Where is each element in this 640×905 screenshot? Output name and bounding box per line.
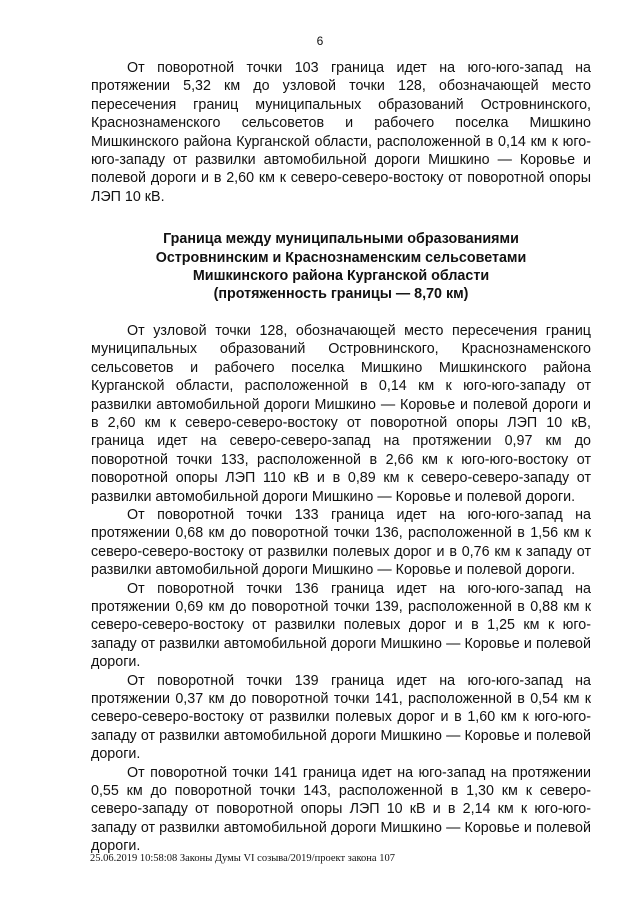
document-body — [91, 59, 591, 856]
document-footer: 25.06.2019 10:58:08 Законы Думы VI созыва/2019/проект закона 107 — [90, 853, 395, 864]
heading-line: Островнинским и Краснознаменским сельсоветами — [155, 249, 527, 266]
paragraph: От поворотной точки 136 граница идет на юго-юго-запад на протяжении 0,69 км до поворотной точки 139, расположенной в 0,88 км к северо-северо-востоку от развилки полевых дорог и в 1,25 км к юго-западу от развилки автомобильной дороги Мишкино — Коровье и полевой дороги. — [91, 580, 591, 671]
paragraph: От поворотной точки 141 граница идет на юго-запад на протяжении 0,55 км до поворотной точки 143, расположенной в 1,30 км к северо-северо-западу от поворотной опоры ЛЭП 10 кВ и в 2,14 км к юго-юго-западу от развилки автомобильной дороги Мишкино — Коровье и полевой дороги. — [91, 764, 591, 855]
heading-line: Мишкинского района Курганской области — [192, 268, 490, 285]
page-number: 6 — [316, 34, 324, 48]
paragraph: От поворотной точки 103 граница идет на юго-юго-запад на протяжении 5,32 км до узловой точки 128, обозначающей место пересечения границ муниципальных образований Островнинского, Краснознаменского сельсоветов и рабочего поселка Мишкино Мишкинского района Курганской области, расположенной в 0,14 км к юго-юго-западу от развилки автомобильной дороги Мишкино — Коровье и полевой дороги и в 2,60 км к северо-северо-востоку от поворотной опоры ЛЭП 10 кВ. — [91, 60, 591, 205]
paragraph: От поворотной точки 139 граница идет на юго-юго-запад на протяжении 0,37 км до поворотной точки 141, расположенной в 0,54 км к северо-северо-востоку от развилки полевых дорог и в 1,60 км к юго-юго-западу от развилки автомобильной дороги Мишкино — Коровье и полевой дороги. — [91, 672, 591, 763]
heading-line: Граница между муниципальными образованиями — [163, 231, 519, 248]
paragraph: От узловой точки 128, обозначающей место пересечения границ муниципальных образований Островнинского, Краснознаменского сельсоветов и рабочего поселка Мишкино Мишкинского района Курганской области, расположенной в 0,14 км к юго-юго-западу от развилки автомобильной дороги Мишкино — Коровье и полевой дороги и в 2,60 км к северо-северо-востоку от поворотной опоры ЛЭП 10 кВ, граница идет на северо-северо-запад на протяжении 0,97 км до поворотной точки 133, расположенной в 2,66 км к юго-юго-востоку от поворотной опоры ЛЭП 110 кВ и в 0,89 км к северо-северо-западу от развилки автомобильной дороги Мишкино — Коровье и полевой дороги. — [91, 322, 591, 505]
section-heading — [91, 230, 591, 304]
heading-line: (протяженность границы — 8,70 км) — [213, 286, 469, 303]
paragraph: От поворотной точки 133 граница идет на юго-юго-запад на протяжении 0,68 км до поворотной точки 136, расположенной в 1,56 км к северо-северо-востоку от развилки полевых дорог и в 0,76 км к западу от развилки автомобильной дороги Мишкино — Коровье и полевой дороги. — [91, 506, 591, 579]
